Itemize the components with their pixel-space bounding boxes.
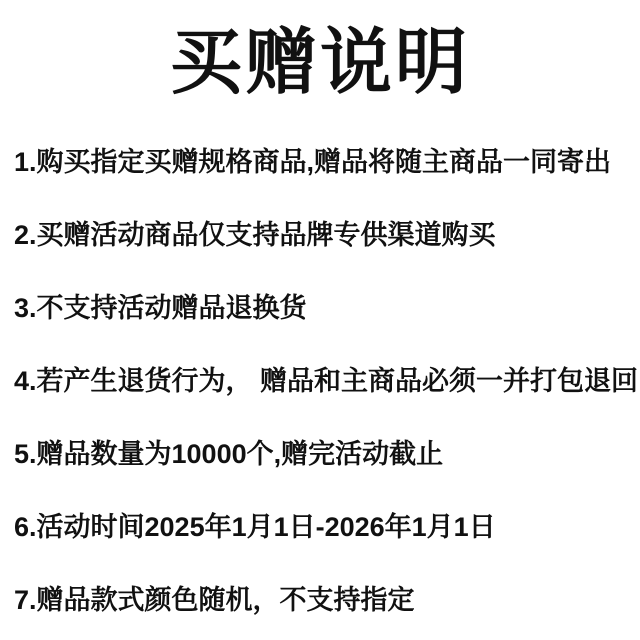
notice-list	[0, 123, 640, 634]
notice-item-5: 5.赠品数量为10000个,赠完活动截止	[14, 439, 444, 469]
notice-item-2: 2.买赠活动商品仅支持品牌专供渠道购买	[14, 220, 496, 250]
notice-item-6: 6.活动时间2025年1月1日-2026年1月1日	[14, 512, 496, 542]
poster-title: 买赠说明	[169, 23, 470, 103]
notice-item-7: 7.赠品款式颜色随机，不支持指定	[14, 585, 415, 615]
notice-item-1: 1.购买指定买赠规格商品,赠品将随主商品一同寄出	[14, 147, 612, 177]
notice-item-3: 3.不支持活动赠品退换货	[14, 293, 307, 323]
notice-item-4: 4.若产生退货行为， 赠品和主商品必须一并打包退回	[14, 366, 639, 396]
